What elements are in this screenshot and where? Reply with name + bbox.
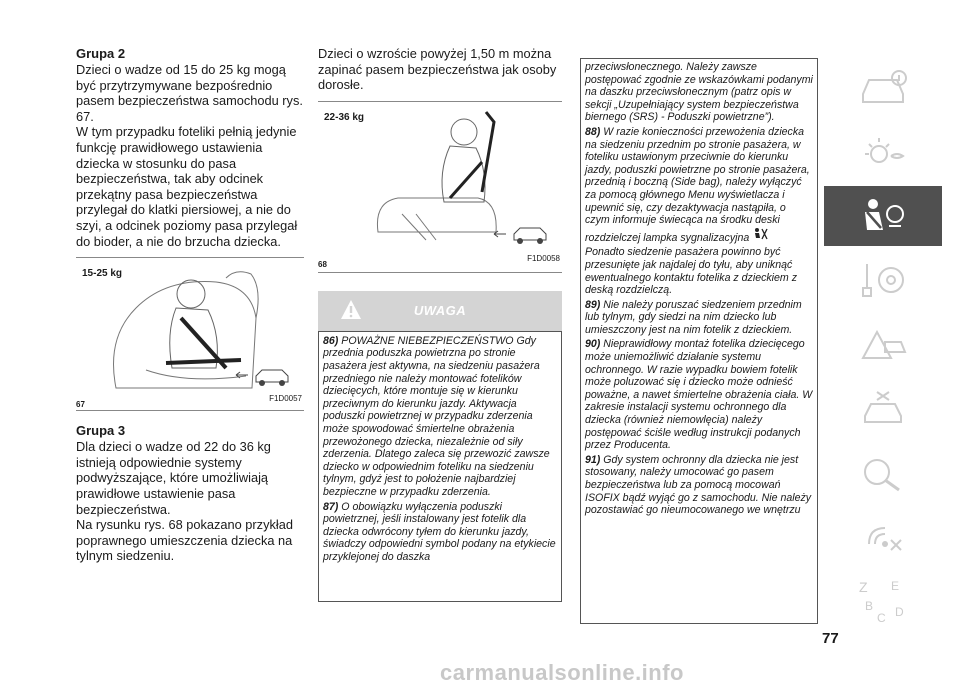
warning-87: 87) O obowiązku wyłączenia poduszki powietrznej, jeśli instalowany jest fotelik dla dziecka odwrócony tyłem do kierunku jazdy, świadczy odpowiedni symbol podany na etykiecie przyklejonej do daszka (323, 500, 556, 563)
column-middle (318, 46, 562, 602)
child-on-booster-illustration (318, 102, 562, 254)
warning-road-icon (855, 322, 911, 366)
tab-starting-driving[interactable] (824, 250, 942, 310)
warning-86: 86) POWAŻNE NIEBEZPIECZEŃSTWO Gdy przednia poduszka powietrzna po stronie pasażera jest aktywna, na siedzeniu pasażera przedniego nie należy montować fotelików dziecięcych, które montuje się w kierunku przeciwnym do kierunku jazdy. Aktywacja poduszki powietrznej w przypadku zderzenia może spowodować śmiertelne obrażenia przewożonego dziecka, niezależnie od siły zderzenia. Dlatego zaleca się przewozić zawsze dziecko w odpowiednim foteliku na siedzeniu tylnym, gdyż jest to położenie najbardziej bezpieczne w przypadku zderzenia. (323, 334, 550, 498)
warning-88: 88) W razie konieczności przewożenia dziecka na siedzeniu przednim po stronie pasażera, w foteliku ustawionym przeciwnie do kierunku jazdy, poduszki powietrzne po stronie pasażera, przednią i boczną (Side bag), należy wyłączyć za pomocą głównego Menu wyświetlacza i upewnić się, czy dezaktywacja nastąpiła, o czym informuje świecąca na środku deski rozdzielczej lampka sygnalizacyjna (585, 125, 810, 244)
tab-maintenance[interactable] (824, 378, 942, 438)
tab-safety[interactable] (824, 186, 942, 246)
tab-emergency[interactable] (824, 314, 942, 374)
car-info-icon (855, 68, 911, 108)
tab-car-info[interactable] (824, 58, 942, 118)
tab-multimedia[interactable] (824, 506, 942, 566)
warning-91: 91) Gdy system ochronny dla dziecka nie jest stosowany, należy umocować go pasem bezpieczeństwa lub za pomocą mocowań ISOFIX bądź wyjąć go z samochodu. Nie należy pozostawiać go nieumocowanego we wnętrzu (585, 453, 812, 517)
figure-68-code: F1D0058 (527, 253, 560, 263)
tab-technical-data[interactable] (824, 442, 942, 502)
figure-67-code: F1D0057 (269, 394, 302, 404)
tools-car-icon (855, 386, 911, 430)
airbag-off-indicator-icon (752, 227, 768, 241)
group3-text-2: Na rysunku rys. 68 pokazano przykład poprawnego umieszczenia dziecka na tylnym siedzeniu. (76, 517, 293, 564)
dashboard-lights-icon (855, 132, 911, 172)
group2-heading: Grupa 2 (76, 46, 126, 61)
figure-68 (318, 101, 562, 273)
warning-89: 89) Nie należy poruszać siedzeniem przednim lub tylnym, gdy siedzi na nim dziecko lub umieszczony jest na nim fotelik z dzieckiem. (585, 298, 802, 336)
warning-87-continued: przeciwsłonecznego. Należy zawsze postępować zgodnie ze wskazówkami podanymi na daszku przeciwsłonecznym (patrz opis w sekcji „Uzupełniający system bezpieczeństwa biernego (SRS) - Poduszki powietrzne”). (585, 61, 813, 124)
svg-text:Z: Z (859, 579, 868, 595)
tab-dashboard-lights[interactable] (824, 122, 942, 182)
warning-box (318, 331, 562, 602)
warning-title: UWAGA (413, 302, 467, 318)
adult-belt-intro: Dzieci o wzroście powyżej 1,50 m można zapinać pasem bezpieczeństwa jak osoby dorosłe. (318, 46, 557, 93)
warning-header (318, 291, 562, 331)
seat-airbag-icon (855, 194, 911, 238)
column-left (76, 46, 304, 564)
group3-heading: Grupa 3 (76, 423, 126, 439)
figure-68-number: 68 (318, 259, 327, 269)
specs-wrench-icon (855, 450, 911, 494)
svg-text:B: B (865, 599, 874, 613)
watermark: carmanualsonline.info (440, 660, 684, 685)
warning-90: 90) Nieprawidłowy montaż fotelika dziecięcego może uniemożliwić działanie systemu ochronnego. W razie wypadku bowiem fotelik może poluzować się i dziecko może odnieść poważne, a nawet śmiertelne obrażenia ciała. W zakresie instalacji systemu ochronnego dla dziecka (również niemowlęcia) należy postępować ściśle według instrukcji podanych przez Producenta. (585, 338, 813, 452)
svg-text:E: E (891, 579, 900, 593)
tab-index[interactable] (824, 570, 942, 630)
index-letters-icon (851, 576, 915, 624)
figure-67-number: 67 (76, 400, 85, 410)
group3-text: Dla dzieci o wadze od 22 do 36 kg istnieją odpowiednie systemy podwyższające, które umożliwiają prawidłowe ustawienie pasa bezpieczeństwa. (76, 439, 271, 517)
svg-text:D: D (895, 605, 904, 619)
page-number: 77 (822, 630, 839, 647)
figure-68-weight-label: 22-36 kg (324, 111, 365, 123)
group2-text: Dzieci o wadze od 15 do 25 kg mogą być przytrzymywane bezpośrednio pasem bezpieczeństwa samochodu rys. 67. (76, 62, 303, 124)
multimedia-signal-icon (855, 514, 911, 558)
warning-88-continued: Ponadto siedzenie pasażera powinno być przesunięte jak najdalej do tyłu, aby uniknąć ewentualnego kontaktu fotelika z dzieckiem z deską rozdzielczą. (585, 246, 797, 297)
column-right (580, 58, 818, 624)
figure-67-weight-label: 15-25 kg (82, 268, 123, 280)
svg-text:C: C (877, 611, 886, 624)
group2-text-2: W tym przypadku foteliki pełnią jedynie funkcję prawidłowego ustawienia dziecka w stosunku do pasa bezpieczeństwa, tak aby odcinek przekątny pasa bezpieczeństwa przylegał do klatki piersiowej, a nie do szyi, a odcinek poziomy pasa przylegał do bioder, a nie do brzucha dziecka. (76, 124, 298, 249)
key-steering-icon (855, 258, 911, 302)
chapter-tabs (824, 58, 942, 634)
figure-67 (76, 257, 304, 411)
